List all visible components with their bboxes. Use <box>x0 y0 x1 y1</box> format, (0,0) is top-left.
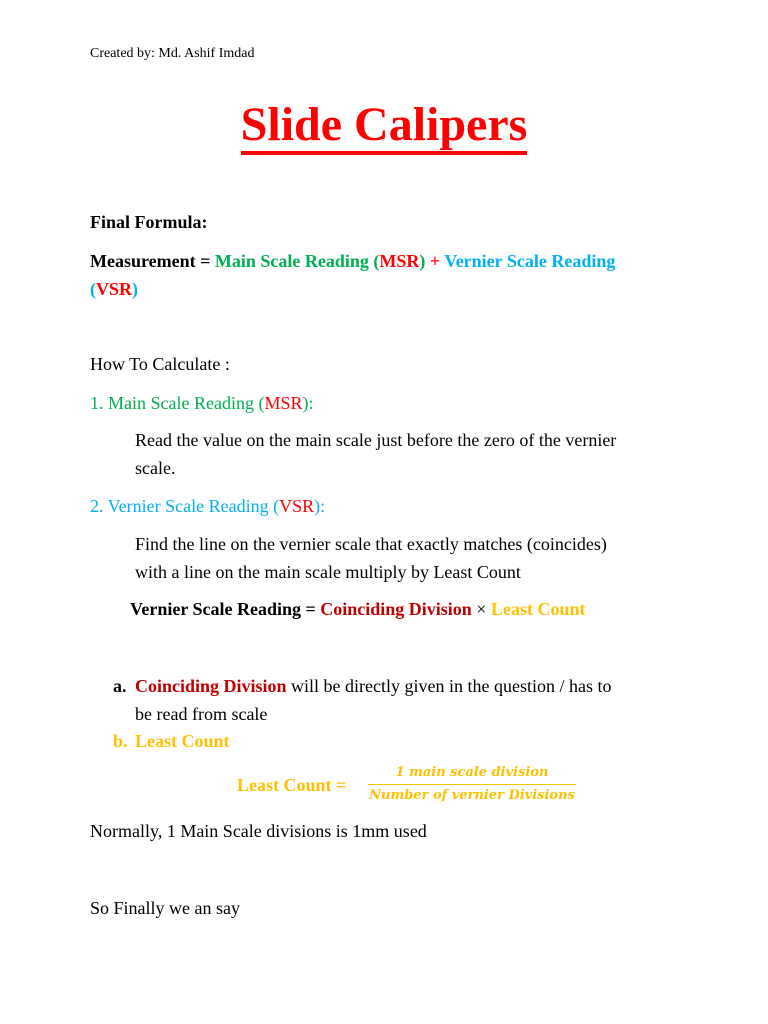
step1-label: 1. Main Scale Reading ( <box>90 393 265 413</box>
item-b-term: Least Count <box>135 731 230 751</box>
fraction-bar <box>368 784 576 785</box>
plus-sign: + <box>425 251 445 271</box>
normally-note: Normally, 1 Main Scale divisions is 1mm used <box>90 821 427 841</box>
vsr-formula-lhs: Vernier Scale Reading = <box>130 599 321 619</box>
msr-close-paren: ) <box>419 251 426 271</box>
msr-abbr: MSR <box>379 251 420 271</box>
step1-heading <box>90 392 314 414</box>
times-sign: × <box>471 599 491 619</box>
finally-note: So Finally we an say <box>90 898 240 918</box>
item-a-marker: a. <box>113 676 127 696</box>
step2-text-line2: with a line on the main scale multiply by Least Count <box>135 562 521 582</box>
least-count-fraction <box>368 764 576 805</box>
step1-text-line1: Read the value on the main scale just before the zero of the vernier <box>135 430 617 450</box>
item-a-term: Coinciding Division <box>135 676 287 696</box>
step1-text-line2: scale. <box>135 458 176 478</box>
step2-suffix: ): <box>314 496 326 516</box>
item-b-marker: b. <box>113 731 128 751</box>
measurement-formula-line2 <box>90 278 138 300</box>
item-a-line1 <box>135 675 612 697</box>
final-formula-heading: Final Formula: <box>90 212 208 232</box>
created-by: Created by: Md. Ashif Imdad <box>90 46 255 61</box>
fraction-denominator: Number of vernier Divisions <box>369 788 575 803</box>
step2-label: 2. Vernier Scale Reading ( <box>90 496 280 516</box>
item-a-text: will be directly given in the question / has to <box>286 676 612 696</box>
measurement-formula-line1 <box>90 250 615 272</box>
equals-sign: = <box>195 251 215 271</box>
vsr-formula <box>130 598 585 620</box>
how-to-heading: How To Calculate : <box>90 354 230 374</box>
vsr-formula-coinciding: Coinciding Division <box>320 599 472 619</box>
vsr-open-paren: ( <box>90 279 96 299</box>
page-title <box>0 97 768 155</box>
page-title-text: Slide Calipers <box>241 99 528 155</box>
step1-abbr: MSR <box>264 393 303 413</box>
step2-text-line1: Find the line on the vernier scale that exactly matches (coincides) <box>135 534 607 554</box>
fraction-numerator: 1 main scale division <box>395 765 549 780</box>
vsr-abbr: VSR <box>96 279 133 299</box>
measurement-label: Measurement <box>90 251 196 271</box>
item-a-line2: be read from scale <box>135 704 268 724</box>
vsr-close-paren: ) <box>132 279 139 299</box>
vsr-term: Vernier Scale Reading <box>444 251 616 271</box>
step1-suffix: ): <box>302 393 314 413</box>
step2-heading <box>90 495 325 517</box>
vsr-formula-least-count: Least Count <box>490 599 586 619</box>
msr-term: Main Scale Reading ( <box>214 251 380 271</box>
step2-abbr: VSR <box>279 496 315 516</box>
least-count-formula-lhs: Least Count = <box>237 775 347 795</box>
